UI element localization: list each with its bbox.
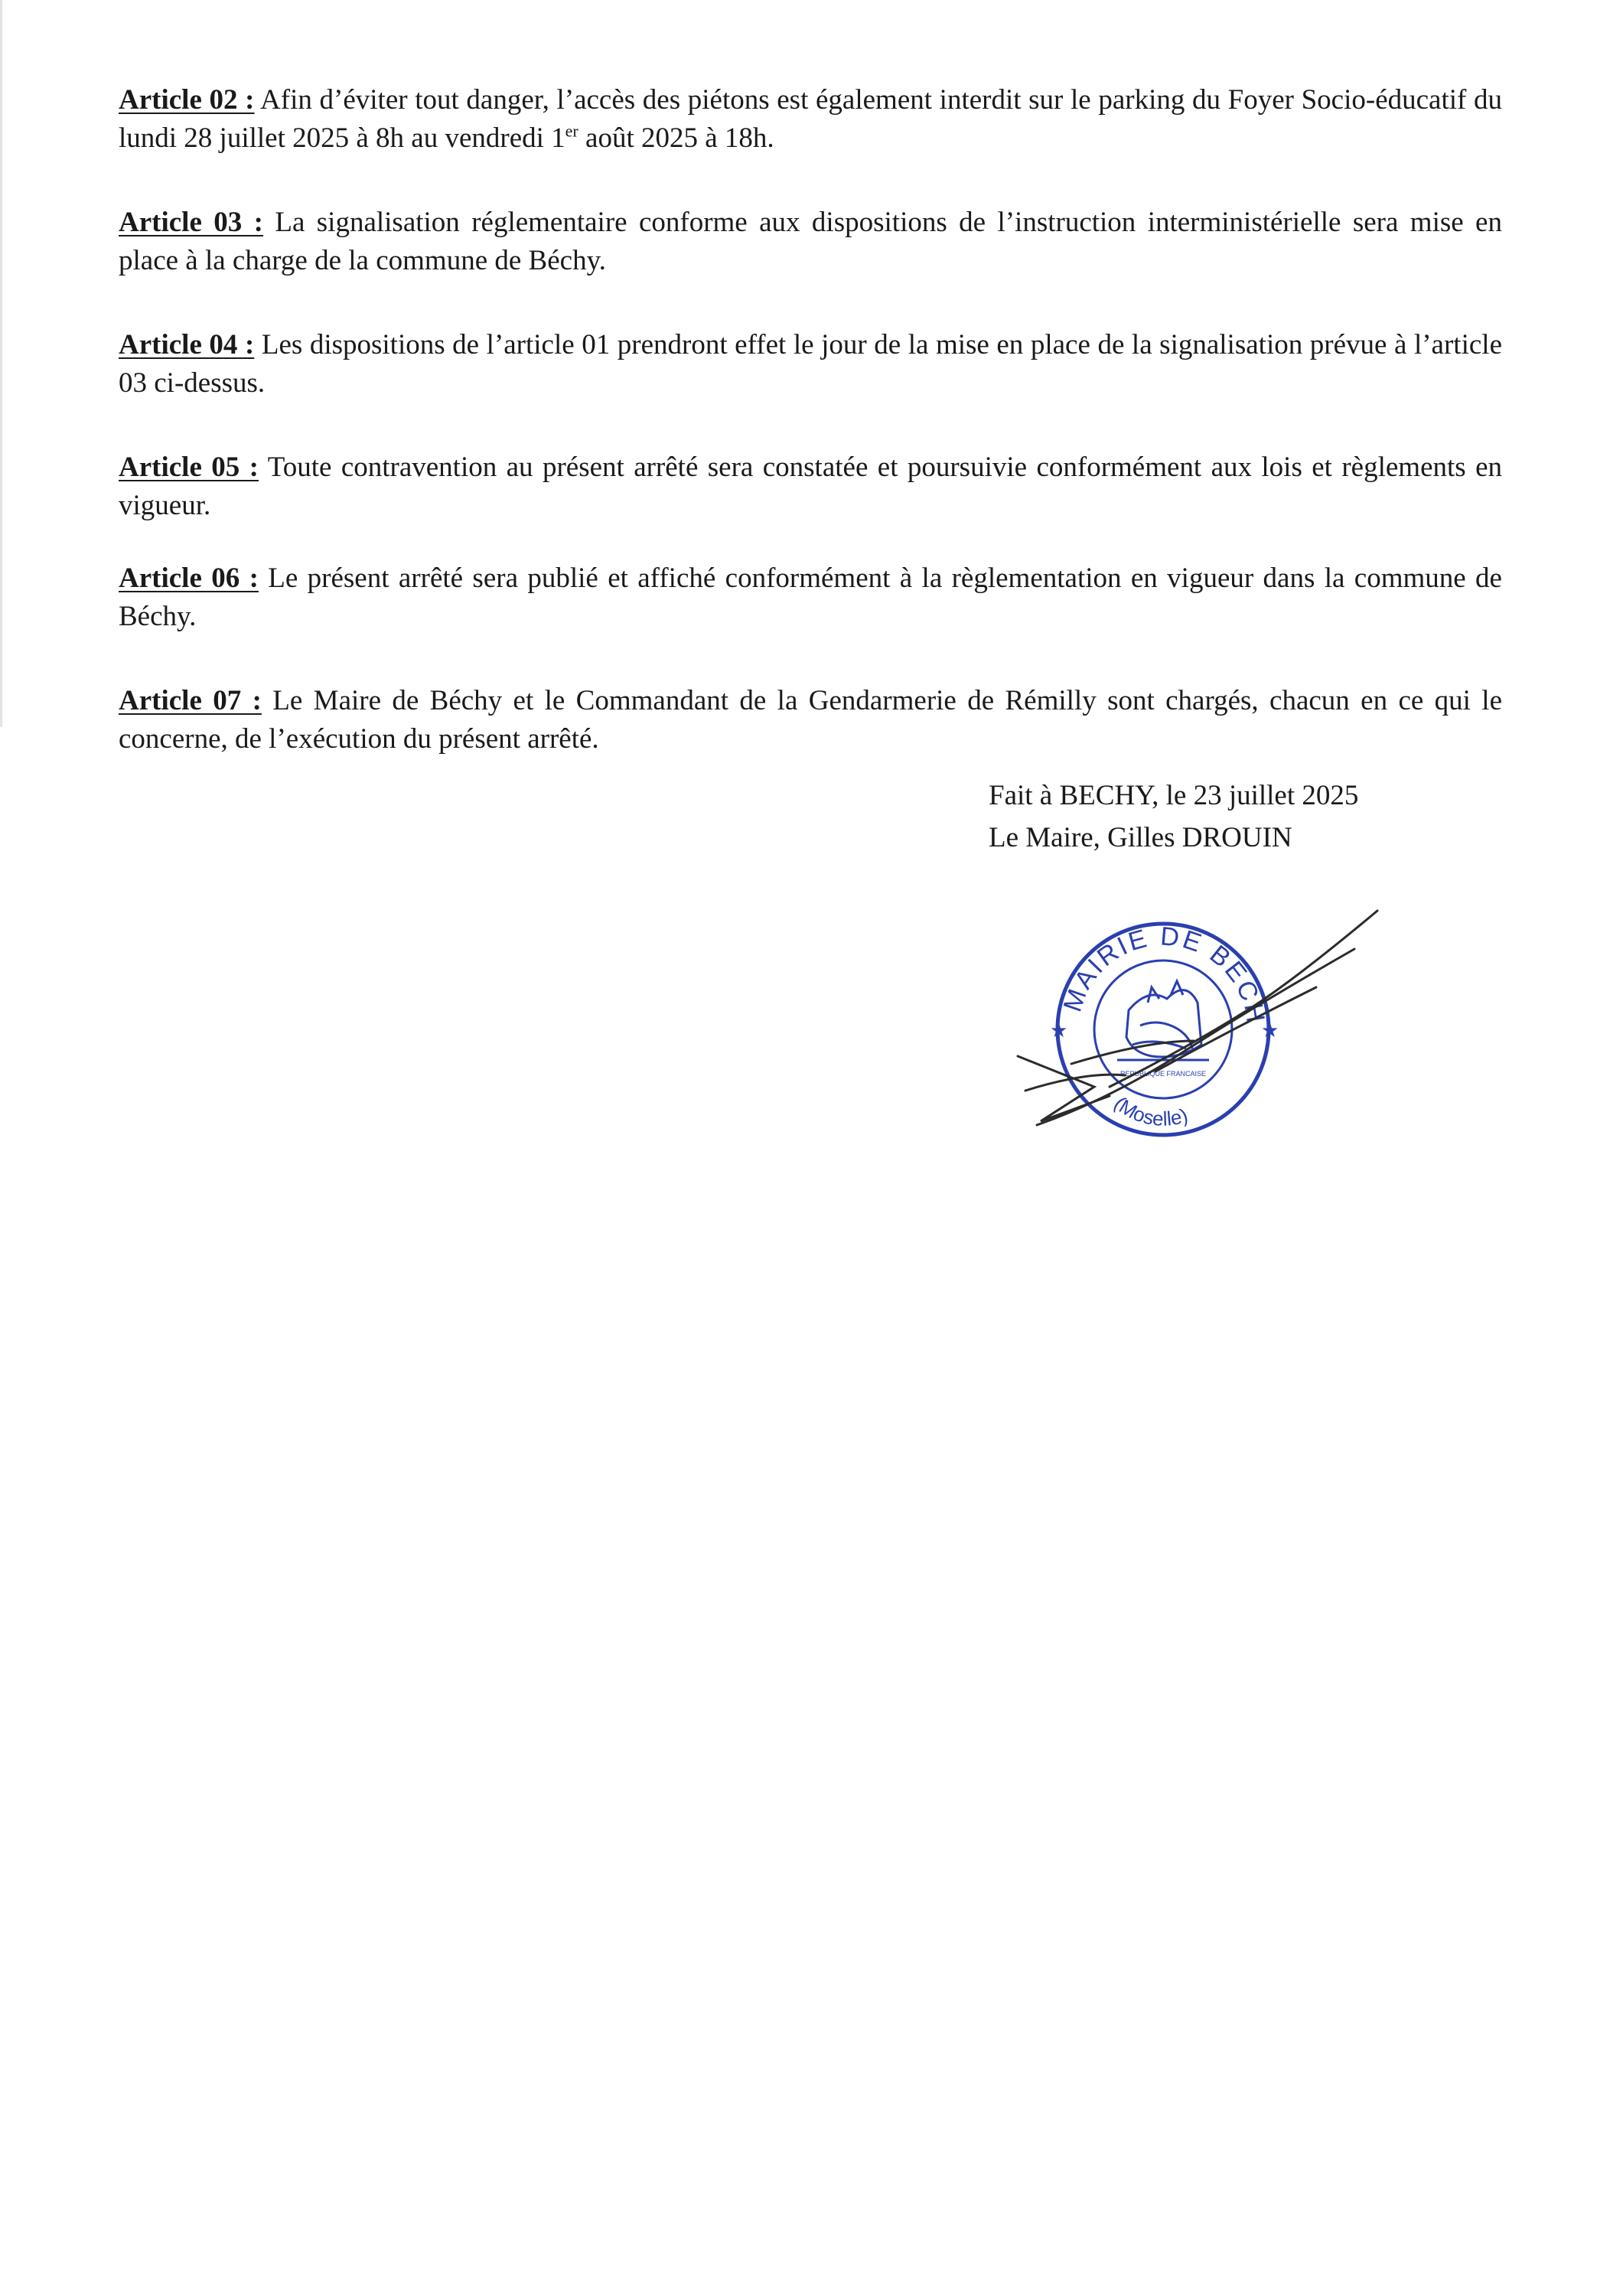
seal-bottom-text: (Moselle) xyxy=(1110,1091,1191,1131)
signature-block xyxy=(989,775,1358,859)
article-text: Toute contravention au présent arrêté sera constatée et poursuivie conformément aux lois et règlements en vigueur. xyxy=(119,452,1502,521)
seal-inner-ring xyxy=(1094,960,1232,1098)
article-label: Article 04 : xyxy=(119,329,255,360)
ordinal-superscript: er xyxy=(565,121,578,141)
signatory: Le Maire, Gilles DROUIN xyxy=(989,822,1292,853)
article-label: Article 05 : xyxy=(119,452,259,483)
article-text: Les dispositions de l’article 01 prendront effet le jour de la mise en place de la signalisation prévue à l’article 03 ci-dessus. xyxy=(119,329,1502,399)
article-text: Afin d’éviter tout danger, l’accès des piétons est également interdit sur le parking du Foyer Socio-éducatif du lundi 28 juillet 2025 à 8h au vendredi 1 xyxy=(119,84,1502,154)
article-label: Article 02 : xyxy=(119,84,255,116)
seal-inner-text: REPUBLIQUE FRANCAISE xyxy=(1119,1070,1207,1078)
official-seal xyxy=(995,895,1408,1156)
article-05 xyxy=(119,448,1502,525)
article-text: Le Maire de Béchy et le Commandant de la Gendarmerie de Rémilly sont chargés, chacun en ce qui le concerne, de l’exécution du présent arrêté. xyxy=(119,685,1502,755)
article-text: La signalisation réglementaire conforme aux dispositions de l’instruction interministérielle sera mise en place à la charge de la commune de Béchy. xyxy=(119,207,1502,276)
article-06 xyxy=(119,559,1502,636)
seal-star-left-icon: ★ xyxy=(1050,1019,1068,1042)
article-label: Article 06 : xyxy=(119,563,259,594)
article-02 xyxy=(119,81,1502,158)
article-label: Article 03 : xyxy=(119,207,263,238)
seal-star-right-icon: ★ xyxy=(1261,1019,1279,1042)
place-date: Fait à BECHY, le 23 juillet 2025 xyxy=(989,780,1359,811)
article-text: Le présent arrêté sera publié et affiché conformément à la règlementation en vigueur dans la commune de Béchy. xyxy=(119,563,1502,632)
article-07 xyxy=(119,682,1502,758)
article-text-end: août 2025 à 18h. xyxy=(578,122,774,154)
article-04 xyxy=(119,326,1502,403)
scan-edge xyxy=(0,0,2,727)
article-03 xyxy=(119,204,1502,280)
article-label: Article 07 : xyxy=(119,685,262,716)
articles-body xyxy=(119,81,1502,804)
seal-and-signature xyxy=(995,895,1408,1156)
seal-top-text: MAIRIE DE BECH xyxy=(1058,921,1271,1027)
